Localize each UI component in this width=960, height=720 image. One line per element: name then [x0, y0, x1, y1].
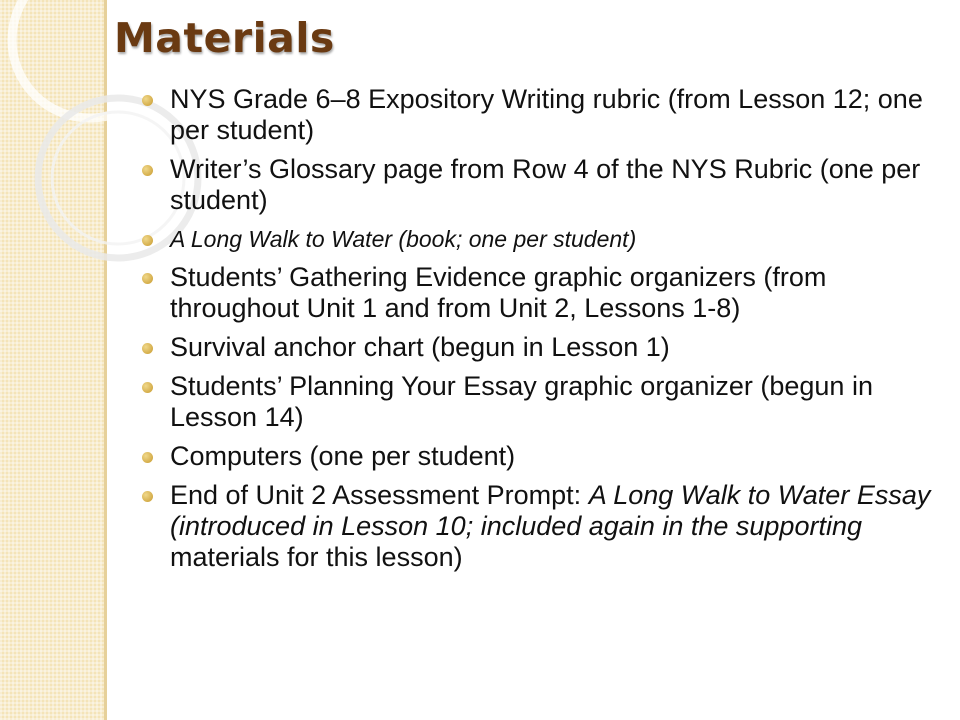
materials-list [138, 84, 938, 581]
list-item-text: NYS Grade 6–8 Expository Writing rubric (from Lesson 12; one per student) [170, 84, 923, 145]
list-item [138, 84, 938, 146]
list-item [138, 441, 938, 472]
list-item-text: Students’ Gathering Evidence graphic organizers (from throughout Unit 1 and from Unit 2, Lessons 1-8) [170, 262, 827, 323]
list-item-text-prefix: End of Unit 2 Assessment Prompt: [170, 480, 589, 510]
list-item [138, 371, 938, 433]
slide-title: Materials [114, 14, 335, 62]
bullet-icon [142, 95, 153, 106]
list-item-text-suffix: materials for this lesson) [170, 542, 463, 572]
list-item [138, 224, 938, 254]
bullet-icon [142, 343, 153, 354]
list-item [138, 332, 938, 363]
bullet-icon [142, 165, 153, 176]
list-item [138, 154, 938, 216]
list-item-text-italic: A Long Walk to Water Essay (introduced in Lesson 10; included again in the supporting [170, 480, 931, 541]
list-item [138, 262, 938, 324]
list-item-text: Computers (one per student) [170, 441, 516, 471]
list-item-text: A Long Walk to Water (book; one per student) [170, 226, 637, 252]
bullet-icon [142, 382, 153, 393]
bullet-icon [142, 491, 153, 502]
bullet-icon [142, 452, 153, 463]
list-item-text: Students’ Planning Your Essay graphic organizer (begun in Lesson 14) [170, 371, 873, 432]
list-item-text: Writer’s Glossary page from Row 4 of the NYS Rubric (one per student) [170, 154, 921, 215]
list-item [138, 480, 938, 573]
bullet-icon [142, 273, 153, 284]
bullet-icon [142, 235, 153, 246]
list-item-text: Survival anchor chart (begun in Lesson 1) [170, 332, 670, 362]
